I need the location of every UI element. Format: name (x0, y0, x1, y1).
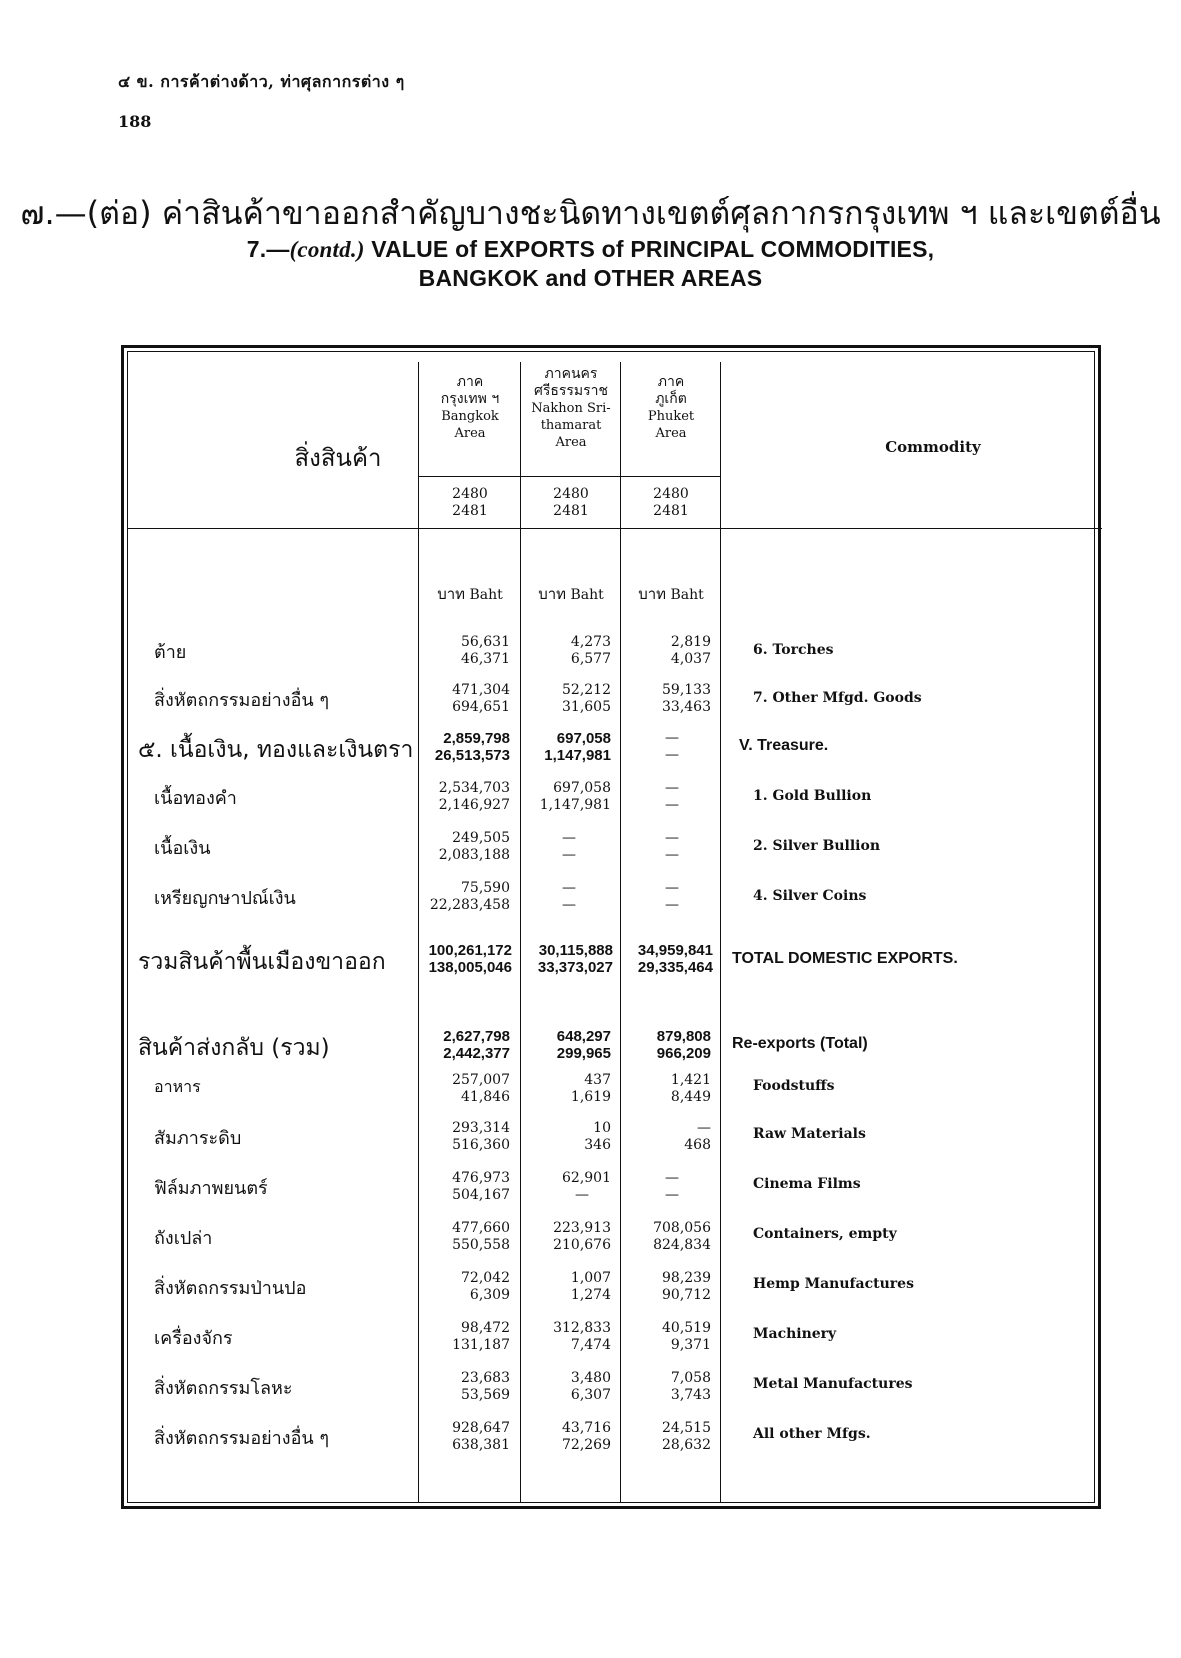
value-2481: 7,474 (570, 1337, 611, 1353)
nakhon-values (521, 1120, 611, 1154)
header-en-line: Bangkok (441, 409, 499, 424)
value-2481: 1,147,981 (544, 747, 611, 764)
nakhon-values (521, 780, 611, 814)
nakhon-values (521, 1028, 611, 1062)
value-2481: 22,283,458 (429, 897, 510, 913)
value-2481: 8,449 (670, 1089, 711, 1105)
value-2480: 928,647 (452, 1420, 510, 1436)
row-thai-label: สัมภาระดิบ (154, 1128, 242, 1149)
column-rule (418, 362, 419, 1502)
nakhon-values (521, 682, 611, 716)
value-2481: — (562, 897, 576, 913)
value-2481: — (665, 847, 679, 863)
row-thai-label: รวมสินค้าพื้นเมืองขาออก (138, 949, 386, 975)
nakhon-values (521, 730, 611, 764)
year-1: 2480 (553, 486, 589, 502)
row-en-label: Machinery (753, 1326, 837, 1342)
header-thai-line: ภาค (456, 374, 484, 390)
phuket-values (621, 634, 711, 668)
value-2480: 3,480 (570, 1370, 611, 1386)
row-en-label: Hemp Manufactures (753, 1276, 914, 1292)
row-thai-label: เนื้อเงิน (154, 838, 211, 859)
value-2480: 249,505 (452, 830, 510, 846)
bangkok-values (420, 1220, 510, 1254)
value-2481: — (665, 747, 679, 763)
value-2480: 10 (593, 1120, 611, 1136)
nakhon-values (521, 1270, 611, 1304)
row-en-label: Re-exports (Total) (732, 1035, 868, 1052)
value-2481: 824,834 (653, 1237, 711, 1253)
row-thai-label: เนื้อทองคำ (154, 788, 237, 809)
nakhon-values (521, 1370, 611, 1404)
bangkok-values (420, 1028, 510, 1062)
row-thai-label: เครื่องจักร (154, 1328, 233, 1349)
value-2481: — (665, 897, 679, 913)
value-2481: 6,307 (570, 1387, 611, 1403)
header-rule (418, 476, 720, 477)
unit-label (420, 582, 520, 606)
bangkok-values (420, 880, 510, 914)
value-2480: — (665, 830, 679, 846)
phuket-values (621, 1170, 679, 1204)
bangkok-values (420, 830, 510, 864)
phuket-values (621, 942, 713, 976)
value-2481: — (575, 1187, 589, 1203)
value-2481: 4,037 (670, 651, 711, 667)
unit-en: Baht (670, 587, 704, 603)
header-commodity-thai: สิ่งสินค้า (294, 444, 382, 472)
value-2481: 26,513,573 (434, 747, 510, 764)
phuket-values (621, 1120, 711, 1154)
value-2481: 966,209 (656, 1045, 711, 1062)
row-thai-label: ฟิล์มภาพยนตร์ (154, 1178, 268, 1199)
value-2480: 257,007 (452, 1072, 510, 1088)
row-en-label: TOTAL DOMESTIC EXPORTS. (732, 950, 958, 967)
value-2481: 131,187 (452, 1337, 510, 1353)
unit-en: Baht (570, 587, 604, 603)
value-2480: 312,833 (553, 1320, 611, 1336)
row-thai-label: ๕. เนื้อเงิน, ทองและเงินตรา (138, 737, 414, 763)
value-2481: 6,309 (469, 1287, 510, 1303)
header-en-line: Area (555, 435, 587, 450)
value-2481: 1,619 (570, 1089, 611, 1105)
table-title-en (0, 236, 1181, 263)
phuket-values (621, 1072, 711, 1106)
row-thai-label: สิ่งหัตถกรรมป่านปอ (154, 1278, 307, 1299)
row-en-label: Foodstuffs (753, 1078, 835, 1094)
value-2481: 2,442,377 (443, 1045, 510, 1062)
row-en-label: V. Treasure. (739, 737, 829, 754)
value-2480: — (665, 880, 679, 896)
bangkok-values (420, 1370, 510, 1404)
table-subtitle-en: BANGKOK and OTHER AREAS (418, 265, 763, 291)
value-2480: 30,115,888 (538, 942, 613, 959)
value-2480: 98,472 (461, 1320, 510, 1336)
value-2481: 2,146,927 (438, 797, 510, 813)
header-thai-line: ภาค (657, 374, 685, 390)
row-thai-label: เหรียญกษาปณ์เงิน (154, 888, 296, 909)
bangkok-values (420, 1420, 510, 1454)
row-thai-label: สิ่งหัตถกรรมอย่างอื่น ๆ (154, 1428, 330, 1449)
nakhon-values (521, 1320, 611, 1354)
row-en-label: 6. Torches (753, 642, 834, 658)
nakhon-values (521, 830, 576, 864)
value-2480: 2,859,798 (443, 730, 510, 747)
value-2481: 29,335,464 (637, 959, 713, 976)
unit-label (521, 582, 621, 606)
header-rule (128, 528, 1102, 529)
value-2481: 6,577 (570, 651, 611, 667)
value-2480: 879,808 (656, 1028, 711, 1045)
bangkok-values (420, 780, 510, 814)
unit-thai: บาท (437, 585, 466, 603)
phuket-values (621, 830, 679, 864)
table-title-thai: ๗.—(ต่อ) ค่าสินค้าขาออกสำคัญบางชะนิดทางเขตต์ศุลกากรกรุงเทพ ฯ และเขตต์อื่น (20, 194, 1161, 232)
value-2481: 9,371 (670, 1337, 711, 1353)
column-rule (720, 362, 721, 1502)
value-2480: — (562, 830, 576, 846)
header-phuket (621, 374, 721, 442)
value-2481: 28,632 (662, 1437, 711, 1453)
header-nakhon (521, 366, 621, 451)
unit-thai: บาท (638, 585, 667, 603)
row-thai-label: ต้าย (154, 642, 187, 663)
phuket-values (621, 1370, 711, 1404)
phuket-values (621, 1270, 711, 1304)
phuket-values (621, 1420, 711, 1454)
value-2481: 694,651 (452, 699, 510, 715)
value-2481: 138,005,046 (428, 959, 512, 976)
value-2480: 471,304 (452, 682, 510, 698)
title-line-1: VALUE of EXPORTS of PRINCIPAL COMMODITIES, (371, 236, 935, 262)
nakhon-values (521, 1220, 611, 1254)
row-thai-label: สินค้าส่งกลับ (รวม) (138, 1035, 330, 1061)
value-2480: 1,007 (570, 1270, 611, 1286)
phuket-values (621, 880, 679, 914)
row-en-label: Containers, empty (753, 1226, 897, 1242)
running-head: ๔ ข. การค้าต่างด้าว, ท่าศุลกากรต่าง ๆ (118, 72, 405, 91)
value-2480: 708,056 (653, 1220, 711, 1236)
unit-label (621, 582, 721, 606)
bangkok-values (420, 1270, 510, 1304)
value-2480: 2,534,703 (438, 780, 510, 796)
value-2480: 98,239 (662, 1270, 711, 1286)
value-2481: 1,147,981 (539, 797, 611, 813)
year-1: 2480 (653, 486, 689, 502)
header-years (621, 486, 721, 520)
row-thai-label: ถังเปล่า (154, 1228, 213, 1249)
value-2480: 648,297 (556, 1028, 611, 1045)
year-2: 2481 (553, 503, 589, 519)
value-2480: 223,913 (553, 1220, 611, 1236)
header-commodity-en: Commodity (885, 438, 981, 456)
header-en-line: Nakhon Sri- (531, 401, 611, 416)
row-thai-label: อาหาร (154, 1077, 201, 1096)
value-2481: 346 (584, 1137, 611, 1153)
value-2480: 40,519 (662, 1320, 711, 1336)
nakhon-values (521, 942, 613, 976)
nakhon-values (521, 1420, 611, 1454)
value-2480: 2,627,798 (443, 1028, 510, 1045)
value-2481: 468 (684, 1137, 711, 1153)
phuket-values (621, 730, 679, 764)
header-thai-line: ภาคนคร (544, 366, 598, 382)
value-2481: 210,676 (553, 1237, 611, 1253)
value-2480: 477,660 (452, 1220, 510, 1236)
value-2481: — (665, 797, 679, 813)
value-2481: 33,373,027 (537, 959, 613, 976)
value-2480: 59,133 (662, 682, 711, 698)
bangkok-values (420, 1170, 510, 1204)
value-2481: 299,965 (556, 1045, 611, 1062)
value-2480: 43,716 (562, 1420, 611, 1436)
value-2481: 53,569 (461, 1387, 510, 1403)
value-2480: 1,421 (670, 1072, 711, 1088)
title-contd: (contd.) (289, 237, 365, 262)
row-thai-label: สิ่งหัตถกรรมโลหะ (154, 1378, 293, 1399)
header-en-line: thamarat (540, 418, 602, 433)
row-en-label: 7. Other Mfgd. Goods (753, 690, 922, 706)
phuket-values (621, 1220, 711, 1254)
value-2480: 62,901 (562, 1170, 611, 1186)
year-2: 2481 (452, 503, 488, 519)
value-2481: 72,269 (562, 1437, 611, 1453)
value-2480: 293,314 (452, 1120, 510, 1136)
value-2480: 52,212 (562, 682, 611, 698)
value-2481: 3,743 (670, 1387, 711, 1403)
bangkok-values (420, 1120, 510, 1154)
value-2480: 23,683 (461, 1370, 510, 1386)
value-2481: — (562, 847, 576, 863)
header-en-line: Area (454, 426, 486, 441)
bangkok-values (420, 682, 510, 716)
header-thai-line: กรุงเทพ ฯ (440, 391, 500, 407)
value-2481: 90,712 (662, 1287, 711, 1303)
value-2480: 697,058 (553, 780, 611, 796)
phuket-values (621, 780, 679, 814)
value-2480: 72,042 (461, 1270, 510, 1286)
value-2480: 476,973 (452, 1170, 510, 1186)
header-thai-line: ภูเก็ต (655, 391, 687, 407)
row-en-label: 1. Gold Bullion (753, 788, 872, 804)
nakhon-values (521, 1170, 611, 1204)
value-2480: 24,515 (662, 1420, 711, 1436)
table-inner-border (127, 351, 1095, 1503)
value-2480: 4,273 (570, 634, 611, 650)
header-en-line: Phuket (647, 409, 695, 424)
row-en-label: 2. Silver Bullion (753, 838, 881, 854)
value-2480: 7,058 (670, 1370, 711, 1386)
value-2480: 437 (584, 1072, 611, 1088)
row-en-label: All other Mfgs. (753, 1426, 871, 1442)
value-2480: — (665, 1170, 679, 1186)
value-2481: 638,381 (452, 1437, 510, 1453)
title-number: 7.— (246, 236, 290, 262)
value-2480: 100,261,172 (428, 942, 512, 959)
value-2480: 75,590 (461, 880, 510, 896)
value-2481: — (665, 1187, 679, 1203)
header-years (420, 486, 520, 520)
bangkok-values (420, 942, 512, 976)
header-en-line: Area (655, 426, 687, 441)
value-2480: 697,058 (556, 730, 611, 747)
phuket-values (621, 682, 711, 716)
bangkok-values (420, 634, 510, 668)
value-2481: 41,846 (461, 1089, 510, 1105)
value-2480: — (562, 880, 576, 896)
value-2481: 33,463 (662, 699, 711, 715)
bangkok-values (420, 1072, 510, 1106)
value-2481: 504,167 (452, 1187, 510, 1203)
header-years (521, 486, 621, 520)
value-2481: 516,360 (452, 1137, 510, 1153)
value-2480: 2,819 (670, 634, 711, 650)
row-en-label: Metal Manufactures (753, 1376, 913, 1392)
year-2: 2481 (653, 503, 689, 519)
nakhon-values (521, 1072, 611, 1106)
row-en-label: 4. Silver Coins (753, 888, 867, 904)
unit-en: Baht (469, 587, 503, 603)
export-table (121, 345, 1101, 1509)
value-2481: 2,083,188 (438, 847, 510, 863)
phuket-values (621, 1320, 711, 1354)
value-2480: 56,631 (461, 634, 510, 650)
value-2480: — (697, 1120, 711, 1136)
bangkok-values (420, 1320, 510, 1354)
value-2480: — (665, 780, 679, 796)
bangkok-values (420, 730, 510, 764)
row-thai-label: สิ่งหัตถกรรมอย่างอื่น ๆ (154, 690, 330, 711)
header-thai-line: ศรีธรรมราช (533, 383, 609, 399)
nakhon-values (521, 880, 576, 914)
value-2481: 46,371 (461, 651, 510, 667)
page-number: 188 (118, 112, 152, 131)
value-2480: 34,959,841 (637, 942, 713, 959)
value-2481: 550,558 (452, 1237, 510, 1253)
nakhon-values (521, 634, 611, 668)
value-2480: — (665, 730, 679, 746)
year-1: 2480 (452, 486, 488, 502)
header-bangkok (420, 374, 520, 442)
phuket-values (621, 1028, 711, 1062)
value-2481: 1,274 (570, 1287, 611, 1303)
row-en-label: Cinema Films (753, 1176, 861, 1192)
row-en-label: Raw Materials (753, 1126, 866, 1142)
value-2481: 31,605 (562, 699, 611, 715)
unit-thai: บาท (538, 585, 567, 603)
